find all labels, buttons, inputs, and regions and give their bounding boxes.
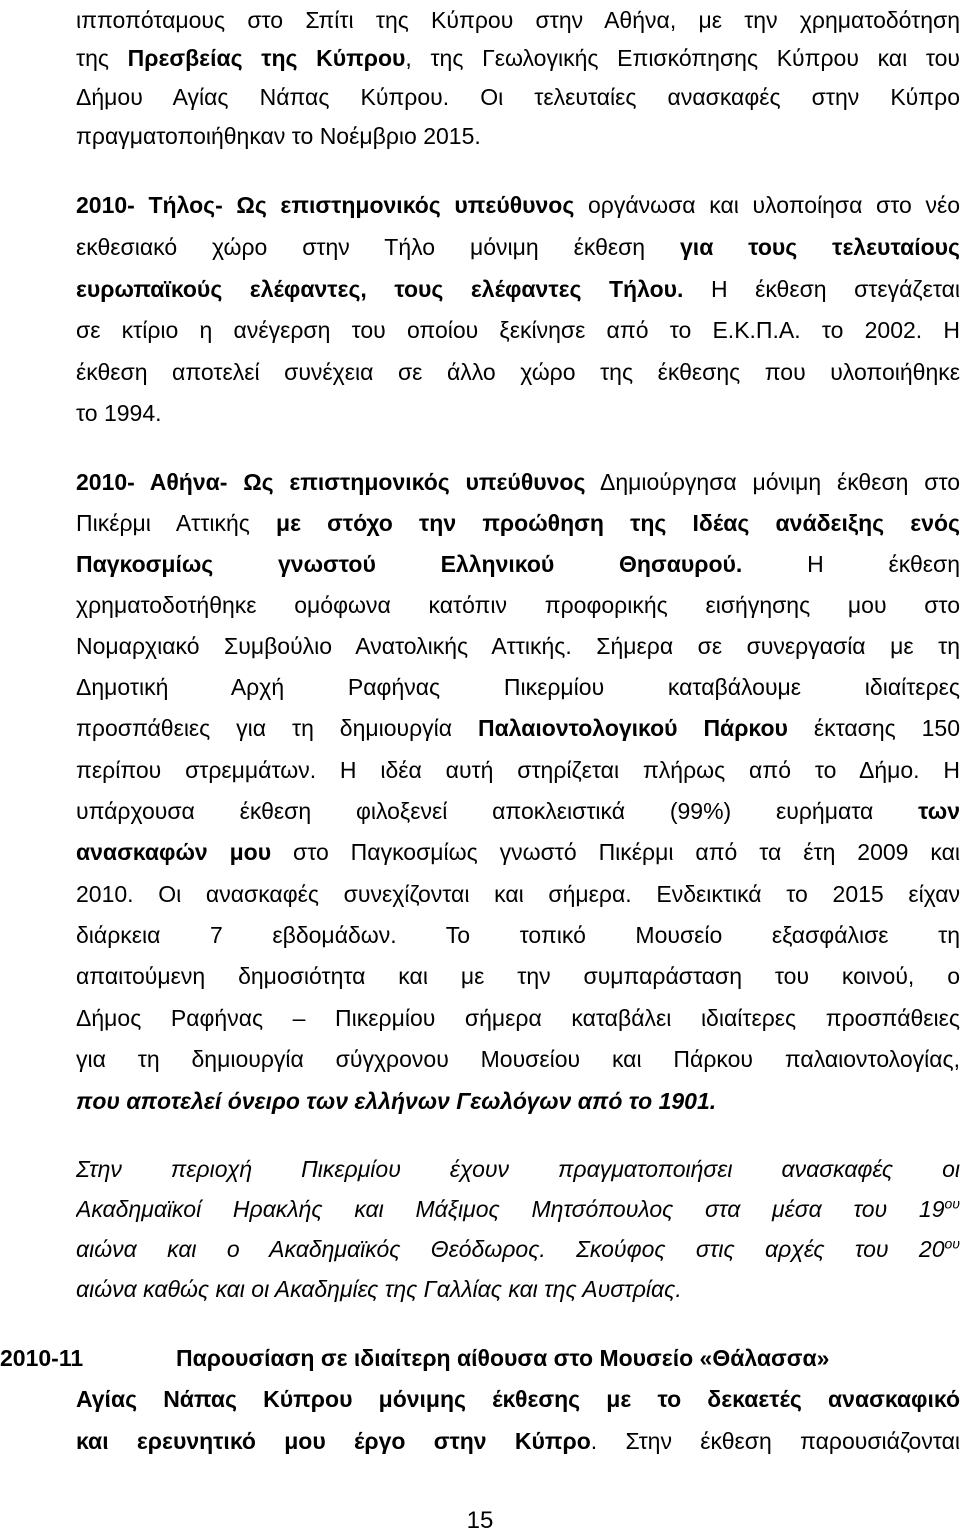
text: Πικέρμι Αττικής <box>76 510 277 536</box>
text: έκθεση αποτελεί συνέχεια σε άλλο χώρο της έκθεσης που υλοποιήθηκε <box>76 359 960 385</box>
text-line <box>76 750 960 790</box>
text-line <box>76 708 960 748</box>
text-line <box>76 116 960 156</box>
italic-text: αιώνα και ο Ακαδημαϊκός Θεόδωρος. Σκούφος στις αρχές του 20 <box>76 1236 945 1262</box>
text: το 1994. <box>76 400 162 426</box>
text-line <box>76 1379 960 1419</box>
bold-text: Παγκοσμίως γνωστού Ελληνικού Θησαυρού. <box>76 551 743 577</box>
italic-text: Στην περιοχή Πικερμίου έχουν πραγματοποιήσει ανασκαφές οι <box>76 1156 960 1182</box>
text: στο Παγκοσμίως γνωστό Πικέρμι από τα έτη 2009 και <box>271 839 960 865</box>
text-line <box>76 667 960 707</box>
text-line <box>76 1421 960 1461</box>
text-line <box>76 38 960 78</box>
text: Δημοτική Αρχή Ραφήνας Πικερμίου καταβάλουμε ιδιαίτερες <box>76 674 960 700</box>
text: . Στην έκθεση παρουσιάζονται <box>590 1428 960 1454</box>
italic-text: αιώνα καθώς και οι Ακαδημίες της Γαλλίας και της Αυστρίας. <box>76 1276 682 1302</box>
text: Δημιούργησα μόνιμη έκθεση στο <box>585 469 960 495</box>
text-line <box>76 544 960 584</box>
text-line <box>76 1149 960 1189</box>
text: εκθεσιακό χώρο στην Τήλο μόνιμη έκθεση <box>76 234 681 260</box>
text: διάρκεια 7 εβδομάδων. Το τοπικό Μουσείο εξασφάλισε τη <box>76 922 960 948</box>
text: 2010. Οι ανασκαφές συνεχίζονται και σήμερα. Ενδεικτικά το 2015 είχαν <box>76 881 960 907</box>
text-line <box>76 77 960 117</box>
bold-text: για τους τελευταίους <box>680 234 960 260</box>
bold-text: και ερευνητικό μου έργο στην Κύπρο <box>76 1428 591 1454</box>
text-line <box>76 227 960 267</box>
text: περίπου στρεμμάτων. Η ιδέα αυτή στηρίζεται πλήρως από το Δήμο. Η <box>76 757 960 783</box>
text-line <box>76 1229 960 1269</box>
superscript: ου <box>944 1235 960 1252</box>
text: Νομαρχιακό Συμβούλιο Ανατολικής Αττικής. Σήμερα σε συνεργασία με τη <box>76 633 960 659</box>
text-line <box>76 185 960 225</box>
text-line <box>76 1189 960 1229</box>
text: Δήμου Αγίας Νάπας Κύπρου. Οι τελευταίες ανασκαφές στην Κύπρο <box>76 84 960 110</box>
text: χρηματοδοτήθηκε ομόφωνα κατόπιν προφορικής εισήγησης μου στο <box>76 592 960 618</box>
bold-text: 2010- Τήλος- Ως επιστημονικός υπεύθυνος <box>76 192 575 218</box>
text: , της Γεωλογικής Επισκόπησης Κύπρου και του <box>405 45 960 71</box>
text: έκτασης 150 <box>787 715 960 741</box>
bold-text: με στόχο την προώθηση της Ιδέας ανάδειξης ενός <box>276 510 960 536</box>
text-line <box>76 352 960 392</box>
text: ιπποπόταμους στο Σπίτι της Κύπρου στην Αθήνα, με την χρηματοδότηση <box>76 7 960 33</box>
text: Η έκθεση στεγάζεται <box>683 276 960 302</box>
text: Η έκθεση <box>742 551 960 577</box>
text-line <box>76 874 960 914</box>
text-line <box>76 956 960 996</box>
text-line <box>76 832 960 872</box>
page-number: 15 <box>466 1507 494 1534</box>
text-line <box>76 1269 960 1309</box>
text-line <box>76 585 960 625</box>
superscript: ου <box>944 1195 960 1212</box>
text: Δήμος Ραφήνας – Πικερμίου σήμερα καταβάλει ιδιαίτερες προσπάθειες <box>76 1005 960 1031</box>
text-line <box>76 1081 960 1121</box>
bold-text: Παρουσίαση σε ιδιαίτερη αίθουσα στο Μουσείο «Θάλασσα» <box>176 1345 830 1371</box>
bold-text: Παλαιοντολογικού Πάρκου <box>478 715 788 741</box>
text-line <box>76 462 960 502</box>
text: προσπάθειες για τη δημιουργία <box>76 715 478 741</box>
text: για τη δημιουργία σύγχρονου Μουσείου και Πάρκου παλαιοντολογίας, <box>76 1046 960 1072</box>
bold-text: Πρεσβείας της Κύπρου <box>127 45 406 71</box>
text-line <box>76 0 960 40</box>
text: της <box>76 45 128 71</box>
text-line <box>0 1338 960 1378</box>
bold-text: ανασκαφών μου <box>76 839 272 865</box>
bold-italic-text: που αποτελεί όνειρο των ελλήνων Γεωλόγων από το 1901. <box>76 1088 717 1114</box>
italic-text: Ακαδημαϊκοί Ηρακλής και Μάξιμος Μητσόπουλος στα μέσα του 19 <box>76 1196 945 1222</box>
text-line <box>76 1039 960 1079</box>
bold-text: ευρωπαϊκούς ελέφαντες, τους ελέφαντες Τήλου. <box>76 276 684 302</box>
text-line <box>76 393 960 433</box>
text-line <box>76 503 960 543</box>
text-line <box>76 310 960 350</box>
year-label: 2010-11 <box>0 1345 84 1371</box>
text-line <box>76 915 960 955</box>
text: υπάρχουσα έκθεση φιλοξενεί αποκλειστικά (99%) ευρήματα <box>76 798 919 824</box>
text-line <box>76 269 960 309</box>
text-line <box>76 626 960 666</box>
text: πραγματοποιήθηκαν το Νοέμβριο 2015. <box>76 123 481 149</box>
text-line <box>76 791 960 831</box>
bold-text: Αγίας Νάπας Κύπρου μόνιμης έκθεσης με το δεκαετές ανασκαφικό <box>76 1386 960 1412</box>
bold-text: των <box>918 798 960 824</box>
text: σε κτίριο η ανέγερση του οποίου ξεκίνησε από το Ε.Κ.Π.Α. το 2002. Η <box>76 317 960 343</box>
text: οργάνωσα και υλοποίησα στο νέο <box>574 192 960 218</box>
text: απαιτούμενη δημοσιότητα και με την συμπαράσταση του κοινού, ο <box>76 963 960 989</box>
text-line <box>76 998 960 1038</box>
bold-text: 2010- Αθήνα- Ως επιστημονικός υπεύθυνος <box>76 469 586 495</box>
